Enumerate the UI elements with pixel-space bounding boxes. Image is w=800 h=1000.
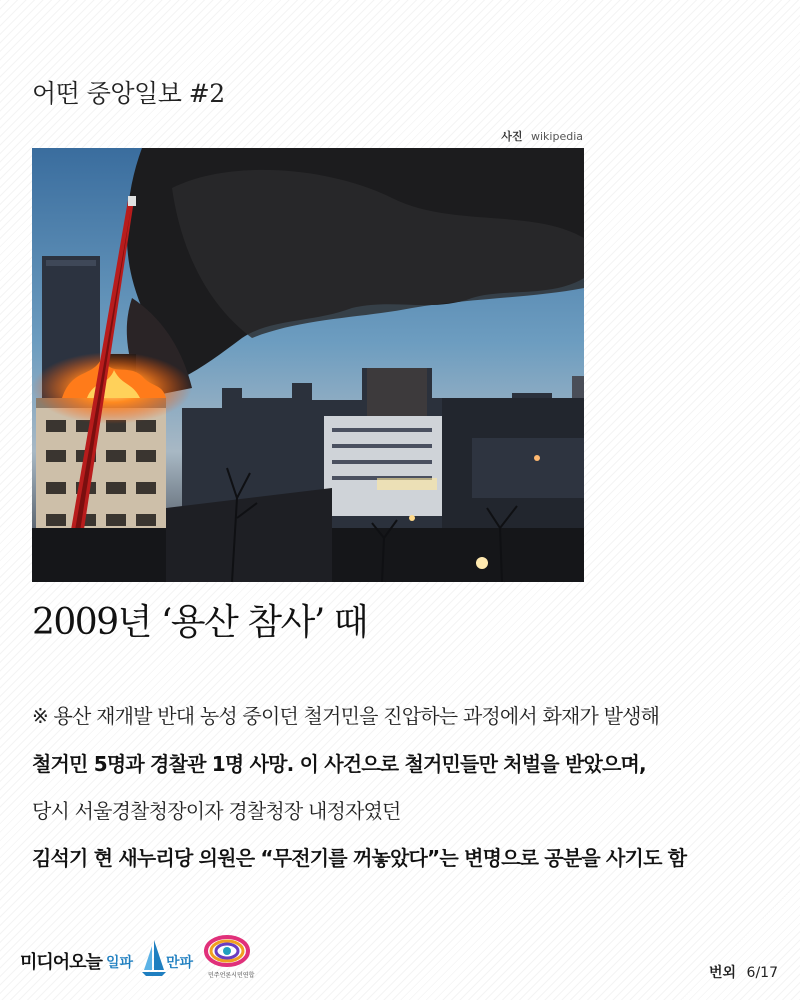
page-number: 6/17	[746, 965, 778, 981]
body-line-3: 당시 서울경찰청장이자 경찰청장 내정자였던	[32, 799, 401, 823]
body-line-2: 철거민 5명과 경찰관 1명 사망. 이 사건으로 철거민들만 처벌을 받았으며,	[32, 752, 646, 776]
photo-credit-label: 사진	[501, 130, 523, 143]
body-line-4: 김석기 현 새누리당 의원은 “무전기를 꺼놓았다”는 변명으로 공분을 사기도 함	[32, 846, 687, 870]
news-photo	[32, 148, 584, 582]
ilpa-logo-text-right: 만파	[166, 955, 194, 971]
body-line-1: ※ 용산 재개발 반대 농성 중이던 철거민을 진압하는 과정에서 화재가 발생해	[32, 704, 660, 728]
footer-logos	[18, 930, 278, 980]
photo-credit-source: wikipedia	[530, 130, 583, 143]
media-today-logo: 미디어오늘	[20, 952, 102, 973]
sail-icon	[142, 940, 166, 976]
headline: 2009년 ‘용산 참사’ 때	[32, 602, 367, 643]
ilpa-manpa-logo	[106, 940, 206, 976]
page-label: 번외	[709, 965, 737, 981]
photo-credit	[501, 128, 583, 144]
eye-flower-icon	[204, 934, 250, 968]
civic-media-coalition-logo	[204, 934, 264, 980]
page-indicator	[709, 962, 778, 982]
ilpa-logo-text-left: 일파	[106, 955, 134, 971]
series-title: 어떤 중앙일보 #2	[32, 79, 225, 108]
civic-logo-name: 민주언론시민연합	[208, 972, 255, 979]
fire-scene-illustration	[32, 148, 584, 582]
